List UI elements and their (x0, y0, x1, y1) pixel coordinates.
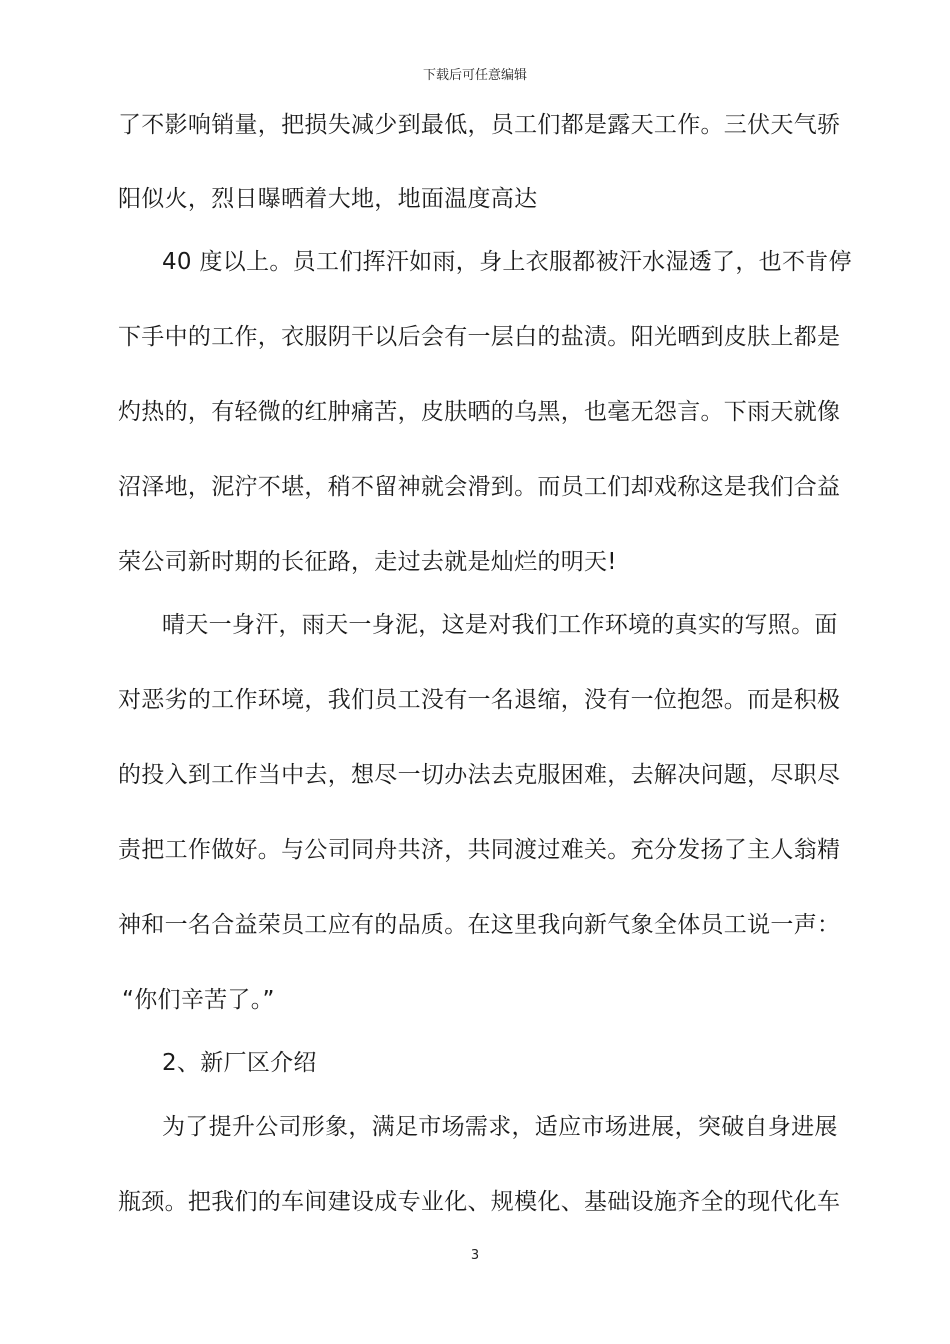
paragraph-line: 灼热的，有轻微的红肿痛苦，皮肤晒的乌黑，也毫无怨言。下雨天就像 (118, 399, 841, 425)
paragraph-line: 了不影响销量，把损失减少到最低，员工们都是露天工作。三伏天气骄 (118, 112, 841, 138)
paragraph-line: 的投入到工作当中去，想尽一切办法去克服困难，去解决问题，尽职尽 (118, 762, 841, 788)
paragraph-line: “你们辛苦了。” (122, 987, 275, 1013)
paragraph-line: 沼泽地，泥泞不堪，稍不留神就会滑到。而员工们却戏称这是我们合益 (118, 474, 841, 500)
paragraph-line: 对恶劣的工作环境，我们员工没有一名退缩，没有一位抱怨。而是积极 (118, 687, 841, 713)
paragraph-line: 荣公司新时期的长征路，走过去就是灿烂的明天! (118, 549, 617, 575)
paragraph-line: 为了提升公司形象，满足市场需求，适应市场进展，突破自身进展 (162, 1114, 838, 1140)
section-heading: 2、新厂区介绍 (162, 1050, 317, 1076)
paragraph-line: 责把工作做好。与公司同舟共济，共同渡过难关。充分发扬了主人翁精 (118, 837, 841, 863)
paragraph-line: 晴天一身汗，雨天一身泥，这是对我们工作环境的真实的写照。面 (162, 612, 838, 638)
paragraph-line: 瓶颈。把我们的车间建设成专业化、规模化、基础设施齐全的现代化车 (118, 1189, 841, 1215)
paragraph-line: 40 度以上。员工们挥汗如雨，身上衣服都被汗水湿透了，也不肯停 (162, 249, 852, 275)
paragraph-line: 下手中的工作，衣服阴干以后会有一层白的盐渍。阳光晒到皮肤上都是 (118, 324, 841, 350)
paragraph-line: 阳似火，烈日曝晒着大地，地面温度高达 (118, 186, 538, 212)
page-number: 3 (470, 1248, 480, 1263)
page-header: 下载后可任意编辑 (422, 68, 527, 83)
paragraph-line: 神和一名合益荣员工应有的品质。在这里我向新气象全体员工说一声： (118, 912, 841, 938)
